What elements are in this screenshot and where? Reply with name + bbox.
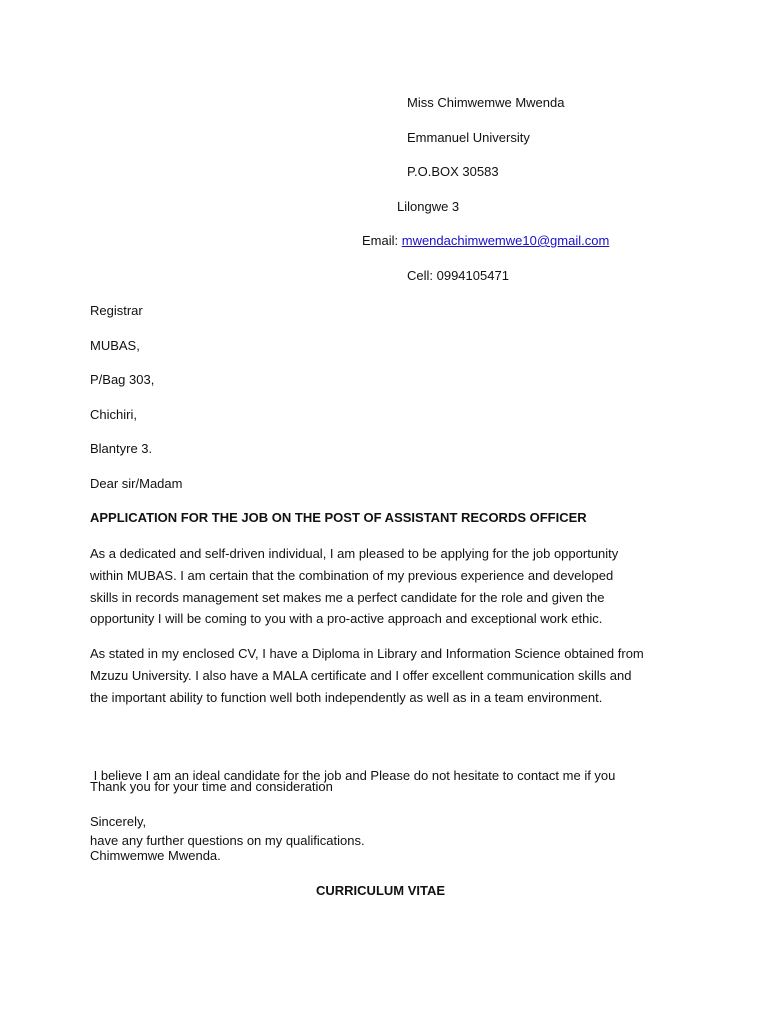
cv-heading: CURRICULUM VITAE — [316, 883, 446, 898]
paragraph-line: have any further questions on my qualifications. — [90, 832, 365, 848]
thanks-line: Thank you for your time and consideration — [90, 779, 333, 794]
sender-name: Miss Chimwemwe Mwenda — [407, 95, 565, 110]
paragraph-line: skills in records management set makes me a perfect candidate for the role and given the — [90, 589, 605, 605]
paragraph-line: opportunity I will be coming to you with a pro-active approach and exceptional work ethic. — [90, 611, 603, 627]
signature: Chimwemwe Mwenda. — [90, 848, 221, 863]
paragraph-line: I believe I am an ideal candidate for the job and Please do not hesitate to contact me if you — [90, 767, 616, 783]
recipient-city: Blantyre 3. — [90, 441, 153, 456]
email-link[interactable]: mwendachimwemwe10@gmail.com — [401, 233, 610, 248]
body-paragraph-2 — [90, 643, 690, 708]
body-paragraph-1 — [90, 543, 690, 630]
paragraph-line: As stated in my enclosed CV, I have a Diploma in Library and Information Science obtained from — [90, 646, 644, 661]
paragraph-line: As a dedicated and self-driven individual, I am pleased to be applying for the job opportunity — [90, 546, 619, 561]
recipient-org: MUBAS, — [90, 338, 140, 353]
paragraph-line: the important ability to function well both independently as well as in a team environment. — [90, 689, 603, 705]
paragraph-line: Mzuzu University. I also have a MALA certificate and I offer excellent communication skills and — [90, 667, 632, 683]
recipient-area: Chichiri, — [90, 407, 137, 422]
sender-institution: Emmanuel University — [407, 130, 530, 145]
sender-email-line — [362, 233, 609, 249]
recipient-title: Registrar — [90, 303, 143, 318]
salutation: Dear sir/Madam — [90, 476, 183, 491]
sender-city: Lilongwe 3 — [397, 199, 460, 214]
closing: Sincerely, — [90, 814, 147, 829]
paragraph-line: within MUBAS. I am certain that the combination of my previous experience and developed — [90, 567, 614, 583]
subject-heading: APPLICATION FOR THE JOB ON THE POST OF ASSISTANT RECORDS OFFICER — [90, 510, 587, 525]
sender-po-box: P.O.BOX 30583 — [407, 164, 499, 179]
email-label: Email: — [362, 233, 402, 248]
recipient-bag: P/Bag 303, — [90, 372, 155, 387]
sender-cell: Cell: 0994105471 — [407, 268, 509, 283]
